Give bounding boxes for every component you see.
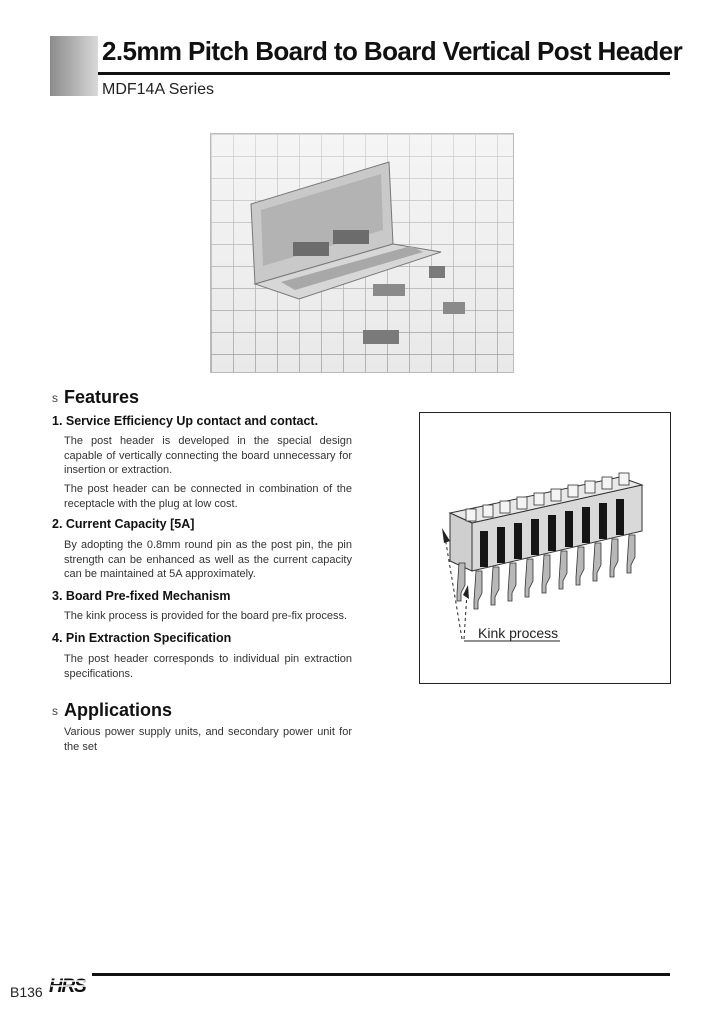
- applications-bullet-icon: s: [52, 704, 58, 718]
- kink-arrow-upper-head-icon: [442, 528, 450, 543]
- features-heading-text: Features: [64, 387, 140, 407]
- features-heading: [52, 387, 139, 408]
- title-rule: [98, 72, 670, 75]
- series-name: MDF14A Series: [102, 81, 215, 98]
- feature-4-paragraph: The post header corresponds to individual pin extraction specifications.: [64, 653, 352, 680]
- hrs-logo-text: HRS: [49, 976, 86, 996]
- feature-2-paragraph: By adopting the 0.8mm round pin as the post pin, the pin strength can be enhanced as well as the current capacity can be maintained at 5A approximately.: [64, 539, 352, 580]
- feature-1-paragraph-2: The post header can be connected in combination of the receptacle with the plug at low cost.: [64, 483, 352, 510]
- product-photo-illustration: [211, 134, 513, 372]
- kink-process-label: Kink process: [478, 625, 559, 641]
- product-photo: [210, 133, 514, 373]
- features-bullet-icon: s: [52, 391, 58, 405]
- applications-text: Various power supply units, and secondary power unit for the set: [64, 726, 352, 753]
- kink-process-diagram: [419, 412, 671, 684]
- applications-heading: [52, 700, 172, 721]
- feature-3-title: 3. Board Pre-fixed Mechanism: [52, 589, 231, 603]
- connector-kink-drawing: [420, 413, 670, 683]
- page-title: 2.5mm Pitch Board to Board Vertical Post Header: [102, 36, 683, 66]
- feature-3-paragraph: The kink process is provided for the board pre-fix process.: [64, 610, 348, 622]
- hrs-logo-mark: [48, 974, 94, 996]
- feature-2-title: 2. Current Capacity [5A]: [52, 517, 195, 531]
- feature-4-title: 4. Pin Extraction Specification: [52, 631, 232, 645]
- title-tab-decoration: [50, 36, 98, 96]
- footer-rule: [92, 973, 670, 976]
- feature-1-title: 1. Service Efficiency Up contact and contact.: [52, 414, 319, 428]
- applications-heading-text: Applications: [64, 700, 173, 720]
- feature-1-paragraph-1: The post header is developed in the special design capable of vertically connecting the board unnecessary for insertion or extraction.: [64, 435, 352, 476]
- page-number: B136: [10, 984, 43, 1000]
- hrs-logo: [48, 974, 94, 1001]
